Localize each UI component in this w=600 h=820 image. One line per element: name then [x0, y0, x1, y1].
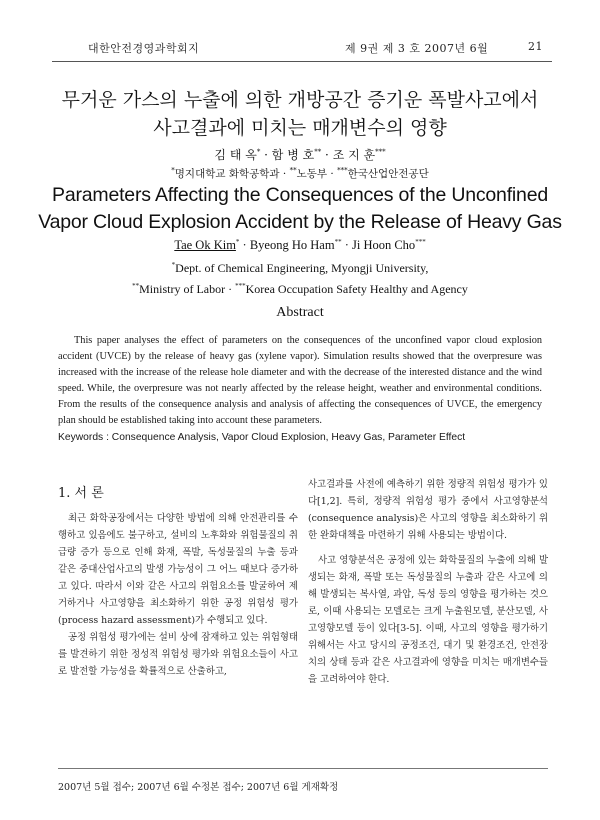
paragraph-left-1: 최근 화학공장에서는 다양한 방법에 의해 안전관리를 수행하고 있음에도 불구하고, 설비의 노후화와 위험물질의 취급량 증가 등으로 인해 화재, 폭발, 독성물질의 누출 등과 같은 중대산업사고의 발생 가능성이 그 어느 때보다 증가하고 있다. 따라서 이와 같은 사고의 위험요소를 발굴하여 제거하거나 사고영향을 최소화하기 위한 공정 위험성 평가(process hazard assessment)가 수행되고 있다. — [58, 513, 298, 626]
author-separator: · — [242, 238, 247, 253]
author-separator: · — [325, 148, 329, 162]
keywords: Keywords : Consequence Analysis, Vapor Cloud Explosion, Heavy Gas, Parameter Effect — [58, 432, 466, 443]
author-ko-1-mark: * — [256, 148, 261, 156]
paragraph-right-1: 사고결과를 사전에 예측하기 위한 정량적 위험성 평가가 있다[1,2]. 특히, 정량적 위험성 평가 중에서 사고영향분석(consequence analysis)은 사고의 영향을 최소화하기 위한 완화대책을 마련하기 위해 사용되는 방법이다. — [308, 479, 548, 541]
abstract-text: This paper analyses the effect of parameters on the consequences of the unconfined vapor cloud explosion accident (UVCE) by the release of heavy gas (xylene vapor). Simulation results showed that the overpresure was increased with the increase of the release hole diameter and with the decrease of the interested distance and the wind speed. While, the overpresure was not nearly affected by the release height, weather and environmental conditions. From the results of the consequence analysis and analysis of affecting the consequences of UVCE, the emergency plan should be established taking into account these parameters. — [58, 335, 542, 426]
paragraph-left-2: 공정 위험성 평가에는 설비 상에 잠재하고 있는 위험형태를 발견하기 위한 정성적 위험성 평가와 위험요소들이 사고로 발전할 가능성을 확률적으로 산출하고, — [58, 632, 298, 677]
affil-separator: · — [282, 168, 287, 180]
affil-ko-mark-1: * — [171, 166, 175, 175]
title-en-line1: Parameters Affecting the Consequences of the Unconfined — [52, 184, 548, 206]
author-en-1-mark: * — [235, 238, 240, 246]
affiliation-en — [40, 256, 560, 298]
affil-en-line2 — [40, 277, 560, 298]
author-ko-2: 함 병 호 — [271, 148, 315, 162]
affil-en-1: Dept. of Chemical Engineering, Myongji University, — [175, 261, 429, 275]
affil-ko-3: 한국산업안전공단 — [347, 168, 429, 180]
footnote-rule — [58, 768, 548, 769]
column-left — [58, 510, 298, 680]
author-ko-2-mark: ** — [314, 148, 322, 156]
title-en-line2: Vapor Cloud Explosion Accident by the Release of Heavy Gas — [38, 211, 562, 233]
title-en — [30, 182, 570, 236]
header-rule — [52, 61, 552, 62]
affil-separator: · — [330, 168, 334, 180]
affil-ko-2: 노동부 — [296, 168, 328, 180]
running-header-issue: 제 9권 제 3 호 2007년 6월 — [345, 42, 489, 55]
affil-en-3: Korea Occupation Safety Healthy and Agency — [245, 282, 468, 296]
affil-en-mark-3: *** — [235, 282, 246, 290]
affil-en-mark-2: ** — [132, 282, 140, 290]
author-en-2-mark: ** — [334, 238, 342, 246]
author-ko-3-mark: *** — [375, 148, 386, 156]
affil-ko-mark-2: ** — [289, 166, 297, 175]
title-ko — [40, 86, 560, 142]
affil-ko-mark-3: *** — [337, 166, 348, 175]
footnote: 2007년 5월 접수; 2007년 6월 수정본 접수; 2007년 6월 게재확정 — [58, 782, 339, 793]
paragraph-right-2: 사고 영향분석은 공정에 있는 화학물질의 누출에 의해 발생되는 화재, 폭발 또는 독성물질의 누출과 같은 사고에 의해 발생되는 복사열, 과압, 독성 등의 영향을 평가하는 것으로, 이때 사용되는 모델로는 크게 누출원모델, 분산모델, 사고영향모델 등이 있다[3-5]. 이때, 사고의 영향을 평가하기 위해서는 사고 당시의 공정조건, 대기 및 환경조건, 안전장치의 상태 등과 같은 사고결과에 영향을 미치는 매개변수들을 고려하여야 한다. — [308, 555, 548, 685]
authors-en — [40, 238, 560, 253]
author-separator: · — [344, 238, 349, 253]
affil-en-line1 — [40, 256, 560, 277]
author-ko-3: 조 지 훈 — [332, 148, 376, 162]
author-en-3-mark: *** — [415, 238, 426, 246]
author-en-3: Ji Hoon Cho — [351, 238, 416, 253]
title-ko-line2: 사고결과에 미치는 매개변수의 영향 — [153, 117, 447, 139]
author-en-2: Byeong Ho Ham — [249, 238, 335, 253]
authors-ko — [40, 146, 560, 163]
page-number: 21 — [528, 40, 543, 53]
title-ko-line1: 무거운 가스의 누출에 의한 개방공간 증기운 폭발사고에서 — [61, 89, 539, 111]
author-en-1: Tae Ok Kim — [174, 238, 236, 253]
affil-en-2: Ministry of Labor — [139, 282, 226, 296]
affil-separator: · — [228, 282, 233, 296]
running-header-journal: 대한안전경영과학회지 — [88, 42, 200, 55]
affil-ko-1: 명지대학교 화학공학과 — [174, 168, 280, 180]
author-separator: · — [264, 148, 268, 162]
affiliation-ko — [40, 166, 560, 181]
affil-en-mark-1: * — [171, 261, 176, 269]
author-ko-1: 김 태 옥 — [214, 148, 257, 162]
abstract-body — [58, 333, 542, 446]
abstract-heading: Abstract — [276, 305, 324, 320]
section-heading: 1. 서 론 — [58, 486, 104, 501]
column-right — [308, 476, 548, 688]
